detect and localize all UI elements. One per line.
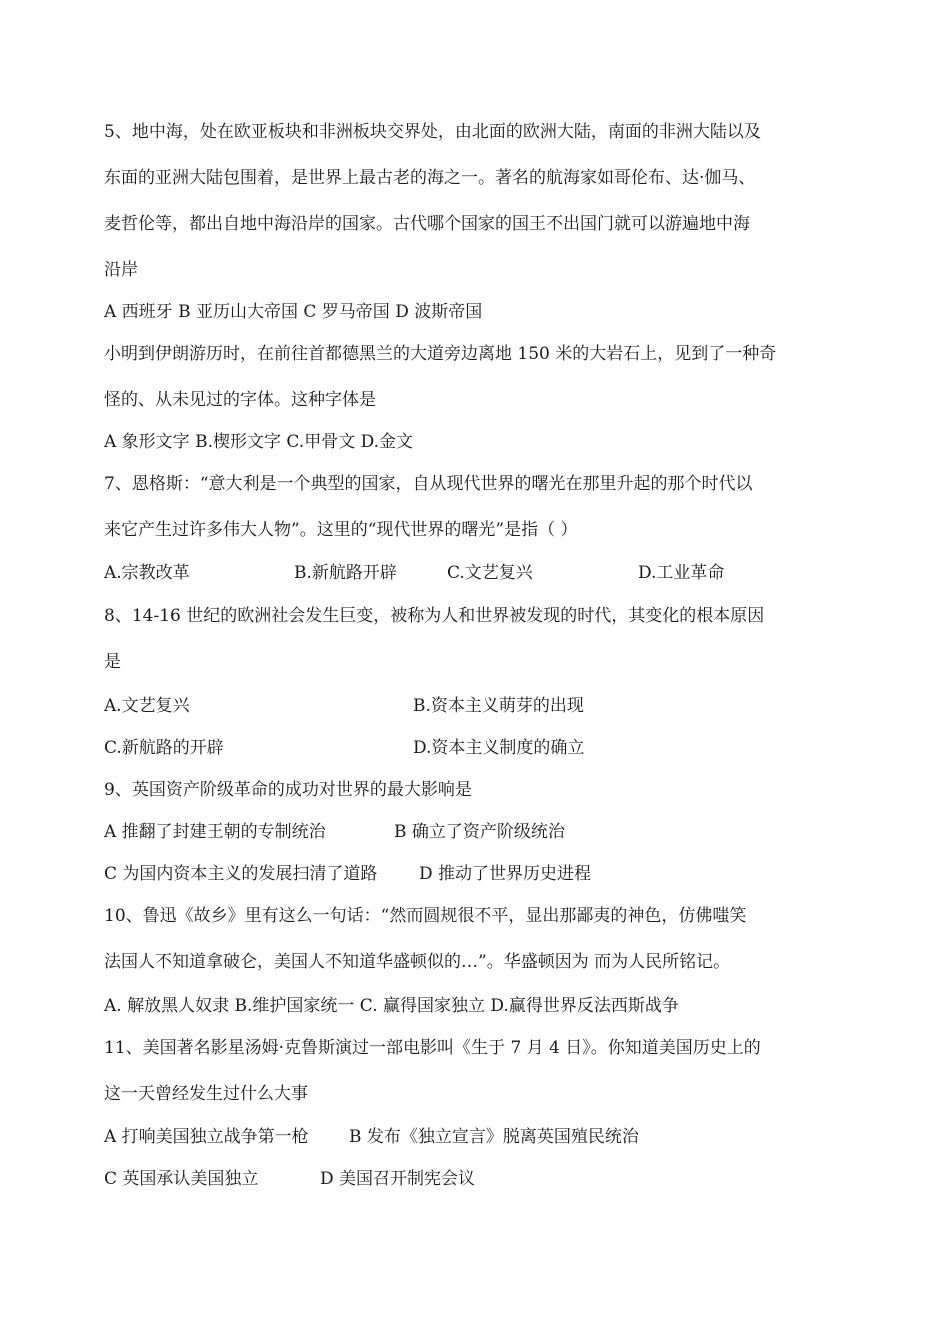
q11-option-a: A 打响美国独立战争第一枪 — [104, 1127, 309, 1147]
q11-option-c: C 英国承认美国独立 — [104, 1169, 259, 1189]
q9-option-c: C 为国内资本主义的发展扫清了道路 — [104, 864, 378, 884]
q9-line-1: 9、英国资产阶级革命的成功对世界的最大影响是 — [104, 780, 472, 800]
q5-line-4: 沿岸 — [104, 260, 138, 280]
q6-line-2: 怪的、从未见过的字体。这种字体是 — [104, 390, 376, 410]
q10-options: A. 解放黑人奴隶 B.维护国家统一 C. 赢得国家独立 D.赢得世界反法西斯战争 — [104, 996, 679, 1016]
q10-line-2: 法国人不知道拿破仑，美国人不知道华盛顿似的…”。华盛顿因为 而为人民所铭记。 — [104, 952, 731, 972]
q7-option-d: D.工业革命 — [638, 563, 725, 583]
q5-line-2: 东面的亚洲大陆包围着，是世界上最古老的海之一。著名的航海家如哥伦布、达·伽马、 — [104, 168, 756, 188]
q11-option-d: D 美国召开制宪会议 — [320, 1169, 476, 1189]
q8-option-c: C.新航路的开辟 — [104, 738, 224, 758]
q10-line-1: 10、鲁迅《故乡》里有这么一句话：“然而圆规很不平，显出那鄙夷的神色，仿佛嗤笑 — [104, 906, 747, 926]
q8-option-b: B.资本主义萌芽的出现 — [413, 696, 584, 716]
q5-line-1: 5、地中海，处在欧亚板块和非洲板块交界处，由北面的欧洲大陆，南面的非洲大陆以及 — [104, 122, 761, 142]
q11-option-b: B 发布《独立宣言》脱离英国殖民统治 — [349, 1127, 639, 1147]
q8-option-a: A.文艺复兴 — [104, 696, 190, 716]
q11-line-1: 11、美国著名影星汤姆·克鲁斯演过一部电影叫《生于 7 月 4 日》。你知道美国历史上的 — [104, 1038, 761, 1058]
q9-option-a: A 推翻了封建王朝的专制统治 — [104, 822, 326, 842]
q7-option-c: C.文艺复兴 — [447, 563, 533, 583]
q7-option-b: B.新航路开辟 — [294, 563, 397, 583]
q11-line-2: 这一天曾经发生过什么大事 — [104, 1084, 308, 1104]
q5-line-3: 麦哲伦等，都出自地中海沿岸的国家。古代哪个国家的国王不出国门就可以游遍地中海 — [104, 214, 750, 234]
q6-options: A 象形文字 B.楔形文字 C.甲骨文 D.金文 — [104, 432, 414, 452]
q5-options: A 西班牙 B 亚历山大帝国 C 罗马帝国 D 波斯帝国 — [104, 302, 483, 322]
q6-line-1: 小明到伊朗游历时，在前往首都德黑兰的大道旁边离地 150 米的大岩石上，见到了一种奇 — [104, 344, 777, 364]
q7-line-1: 7、恩格斯：“意大利是一个典型的国家，自从现代世界的曙光在那里升起的那个时代以 — [104, 474, 753, 494]
q9-option-d: D 推动了世界历史进程 — [419, 864, 592, 884]
q8-option-d: D.资本主义制度的确立 — [413, 738, 585, 758]
q7-option-a: A.宗教改革 — [104, 563, 190, 583]
q9-option-b: B 确立了资产阶级统治 — [394, 822, 565, 842]
q8-line-1: 8、14-16 世纪的欧洲社会发生巨变，被称为人和世界被发现的时代，其变化的根本原因 — [104, 606, 765, 626]
q8-line-2: 是 — [104, 652, 121, 672]
q7-line-2: 来它产生过许多伟大人物”。这里的“现代世界的曙光”是指（ ） — [104, 520, 578, 540]
